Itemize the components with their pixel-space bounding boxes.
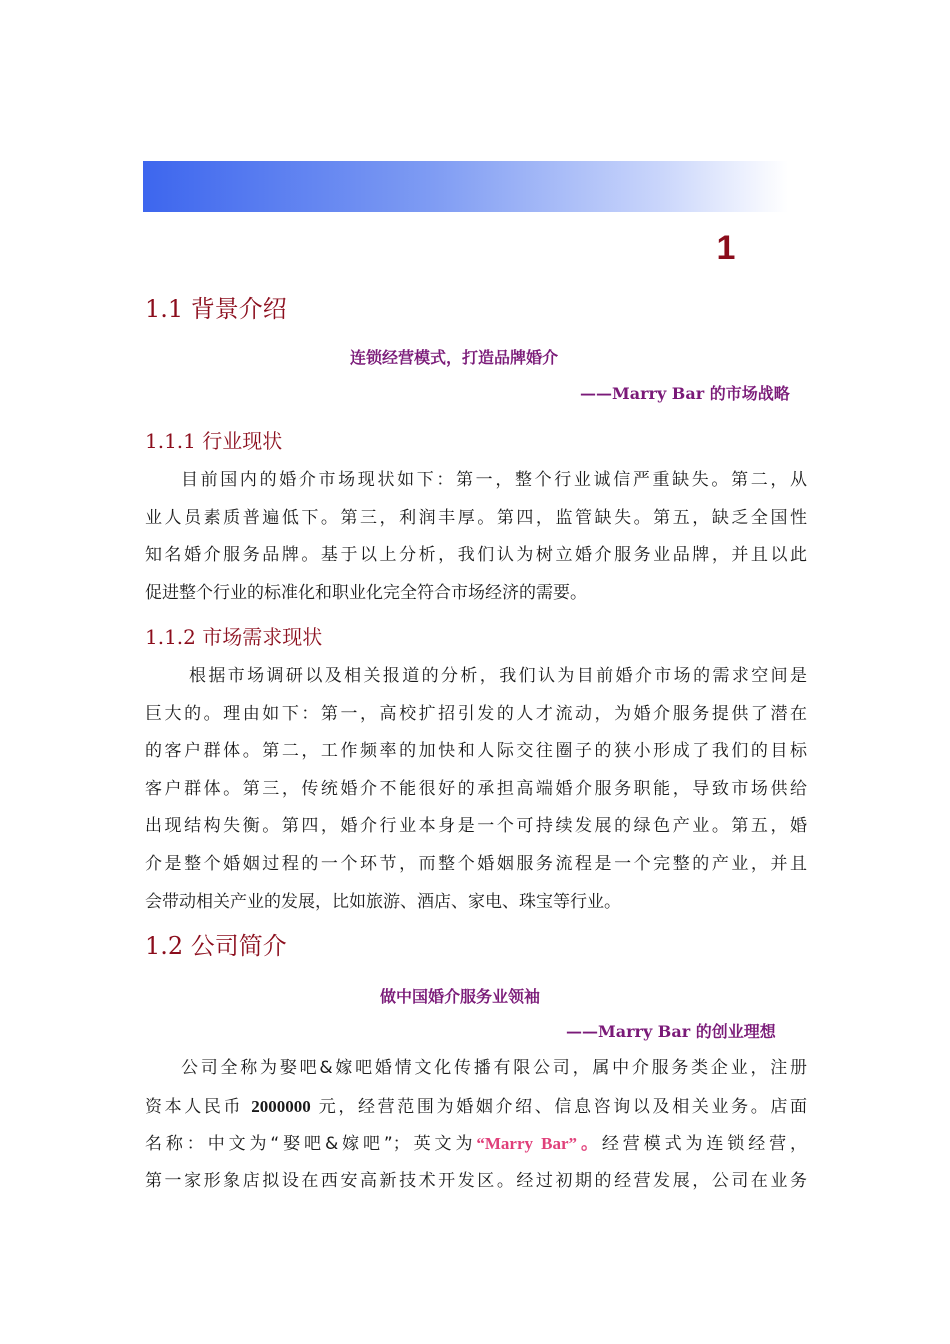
paragraph-line: 目前国内的婚介市场现状如下：第一，整个行业诚信严重缺失。第二，从 — [181, 470, 807, 490]
paragraph-line — [145, 1125, 807, 1163]
paragraph-industry-status — [145, 462, 807, 612]
heading-1-1-2: 1.1.2 市场需求现状 — [145, 625, 323, 649]
slogan-1-1-main: 连锁经营模式，打造品牌婚介 — [350, 348, 559, 367]
slogan-1-2-sub: ——Marry Bar 的创业理想 — [566, 1022, 776, 1041]
slogan-1-1-sub: ——Marry Bar 的市场战略 — [580, 384, 790, 403]
text-segment: 资本人民币 — [145, 1096, 252, 1117]
chapter-number: 1 — [716, 229, 736, 267]
text-segment: 名称：中文为“娶吧&嫁吧”；英文为 — [145, 1134, 477, 1155]
paragraph-company-intro — [145, 1050, 807, 1200]
registered-capital: 2000000 — [251, 1096, 311, 1116]
heading-1-1-1: 1.1.1 行业现状 — [145, 429, 283, 453]
paragraph-line: 会带动相关产业的发展，比如旅游、酒店、家电、珠宝等行业。 — [145, 891, 621, 912]
slogan-1-2-main: 做中国婚介服务业领袖 — [380, 987, 541, 1006]
brand-name-english: “Marry Bar”。 — [476, 1134, 602, 1154]
paragraph-line: 促进整个行业的标准化和职业化完全符合市场经济的需要。 — [145, 582, 587, 603]
paragraph-line: 根据市场调研以及相关报道的分析，我们认为目前婚介市场的需求空间是 — [189, 666, 807, 686]
paragraph-line: 的客户群体。第二，工作频率的加快和人际交往圈子的狭小形成了我们的目标 — [145, 741, 807, 762]
paragraph-line: 介是整个婚姻过程的一个环节，而整个婚姻服务流程是一个完整的产业，并且 — [145, 853, 807, 874]
heading-1-1: 1.1 背景介绍 — [145, 295, 287, 323]
paragraph-line: 第一家形象店拟设在西安高新技术开发区。经过初期的经营发展，公司在业务 — [145, 1170, 807, 1191]
paragraph-market-demand — [145, 658, 807, 921]
paragraph-line — [145, 1088, 807, 1126]
paragraph-line: 业人员素质普遍低下。第三，利润丰厚。第四，监管缺失。第五，缺乏全国性 — [145, 507, 807, 528]
paragraph-line: 巨大的。理由如下：第一，高校扩招引发的人才流动，为婚介服务提供了潜在 — [145, 703, 807, 724]
paragraph-line: 知名婚介服务品牌。基于以上分析，我们认为树立婚介服务业品牌，并且以此 — [145, 545, 807, 566]
text-segment: 经营模式为连锁经营， — [601, 1134, 807, 1155]
paragraph-line: 出现结构失衡。第四，婚介行业本身是一个可持续发展的绿色产业。第五，婚 — [145, 816, 807, 837]
heading-1-2: 1.2 公司简介 — [145, 932, 287, 960]
chapter-banner — [143, 161, 788, 212]
paragraph-line: 公司全称为娶吧&嫁吧婚情文化传播有限公司，属中介服务类企业，注册 — [181, 1058, 807, 1078]
paragraph-line: 客户群体。第三，传统婚介不能很好的承担高端婚介服务职能，导致市场供给 — [145, 778, 807, 799]
text-segment: 元，经营范围为婚姻介绍、信息咨询以及相关业务。店面 — [310, 1096, 807, 1117]
